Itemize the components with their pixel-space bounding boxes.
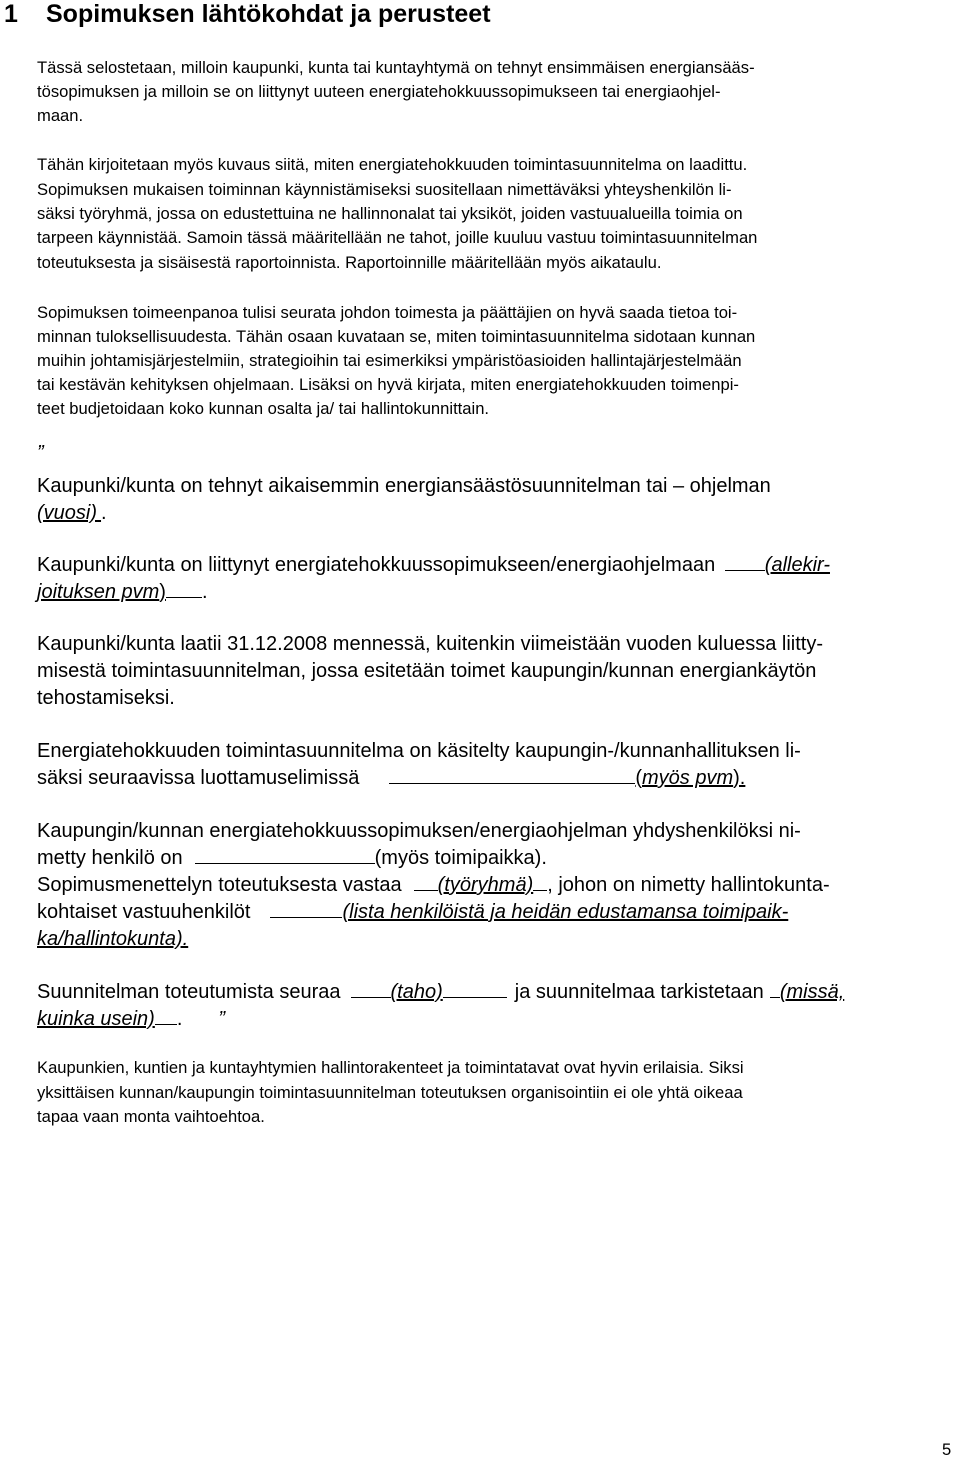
- text-line: misestä toimintasuunnitelman, jossa esitetään toimet kaupungin/kunnan energiankäytön: [37, 660, 817, 682]
- text-line: Kaupunki/kunta laatii 31.12.2008 mennessä, kuitenkin viimeistään vuoden kuluessa liitty-: [37, 633, 824, 655]
- responsible-persons-blank[interactable]: (lista henkilöistä ja heidän edustamansa toimipaik-: [342, 901, 789, 923]
- text-line: maan.: [37, 106, 84, 125]
- text-line: muihin johtamisjärjestelmiin, strategioihin tai esimerkiksi ympäristöasioiden hallintajärjestelmään: [37, 351, 742, 370]
- monitor-body-blank[interactable]: (taho): [390, 981, 443, 1003]
- signature-date-blank[interactable]: (allekir-: [764, 554, 830, 576]
- text-line: tarpeen käynnistää. Samoin tässä määritellään ne tahot, joille kuuluu vastuu toimintasuunnitelman: [37, 228, 758, 247]
- text-line: Kaupunkien, kuntien ja kuntayhtymien hallintorakenteet ja toimintatavat ovat hyvin erilaisia. Siksi: [37, 1058, 744, 1077]
- text-line: ka/hallintokunta).: [37, 928, 189, 950]
- section-number: 1: [4, 0, 18, 28]
- opening-quote-mark: ”: [37, 442, 44, 464]
- text-line: Tässä selostetaan, milloin kaupunki, kunta tai kuntayhtymä on tehnyt ensimmäisen energiansääs-: [37, 58, 755, 77]
- text-line: Suunnitelman toteutumista seuraa (taho) ja suunnitelmaa tarkistetaan (missä,: [37, 981, 845, 1003]
- text-line: säksi seuraavissa luottamuselimissä (myös pvm).: [37, 767, 746, 789]
- text-line: metty henkilö on (myös toimipaikka).: [37, 847, 547, 869]
- review-frequency-blank[interactable]: kuinka usein): [37, 1008, 155, 1030]
- text-line: Kaupunki/kunta on tehnyt aikaisemmin energiansäästösuunnitelman tai – ohjelman: [37, 475, 771, 497]
- text-line: tösopimuksen ja milloin se on liittynyt uuteen energiatehokkuussopimukseen tai energiaohjel-: [37, 82, 721, 101]
- text-line: Sopimuksen mukaisen toiminnan käynnistämiseksi suositellaan nimettäväksi yhteyshenkilön li-: [37, 180, 732, 199]
- closing-quote-mark: ”: [218, 1008, 226, 1030]
- text-line: kuinka usein) . ”: [37, 1008, 226, 1030]
- text-line: Sopimusmenettelyn toteutuksesta vastaa (työryhmä) , johon on nimetty hallintokunta-: [37, 874, 830, 896]
- year-blank[interactable]: (vuosi): [37, 502, 98, 524]
- text-line: Tähän kirjoitetaan myös kuvaus siitä, miten energiatehokkuuden toimintasuunnitelma on laadittu.: [37, 155, 748, 174]
- text-line: minnan tuloksellisuudesta. Tähän osaan kuvataan se, miten toimintasuunnitelma sidotaan kunnan: [37, 327, 756, 346]
- text-line: teet budjetoidaan koko kunnan osalta ja/ tai hallintokunnittain.: [37, 399, 490, 418]
- committee-date-blank[interactable]: myös pvm: [642, 767, 734, 789]
- text-line: tehostamiseksi.: [37, 687, 175, 709]
- text-line: toteutuksesta ja sisäisestä raportoinnista. Raportoinnille määritellään myös aikataulu.: [37, 253, 662, 272]
- review-place-blank[interactable]: (missä,: [779, 981, 845, 1003]
- text-line: Kaupunki/kunta on liittynyt energiatehokkuussopimukseen/energiaohjelmaan (allekir-: [37, 554, 830, 576]
- working-group-blank[interactable]: (työryhmä): [437, 874, 534, 896]
- text-line: Kaupungin/kunnan energiatehokkuussopimuksen/energiaohjelman yhdyshenkilöksi ni-: [37, 820, 801, 842]
- text-line: tai kestävän kehityksen ohjelmaan. Lisäksi on hyvä kirjata, miten energiatehokkuuden toimenpi-: [37, 375, 739, 394]
- text-line: Energiatehokkuuden toimintasuunnitelma on käsitelty kaupungin-/kunnanhallituksen li-: [37, 740, 801, 762]
- contact-person-blank[interactable]: [195, 845, 375, 864]
- text-line: yksittäisen kunnan/kaupungin toimintasuunnitelman toteutuksen organisointiin ei ole yhtä oikeaa: [37, 1083, 743, 1102]
- text-line: tapaa vaan monta vaihtoehtoa.: [37, 1107, 265, 1126]
- text-line: Sopimuksen toimeenpanoa tulisi seurata johdon toimesta ja päättäjien on hyvä saada tietoa toi-: [37, 303, 738, 322]
- page-title: Sopimuksen lähtökohdat ja perusteet: [46, 0, 491, 28]
- text-line: joituksen pvm) .: [37, 581, 208, 603]
- text-line: (vuosi) .: [37, 502, 107, 524]
- text-line: kohtaiset vastuuhenkilöt (lista henkilöistä ja heidän edustamansa toimipaik-: [37, 901, 789, 923]
- page-number: 5: [942, 1440, 952, 1459]
- text-line: säksi työryhmä, jossa on edustettuina ne hallinnonalat tai yksiköt, joiden vastuualueilla toimia on: [37, 204, 743, 223]
